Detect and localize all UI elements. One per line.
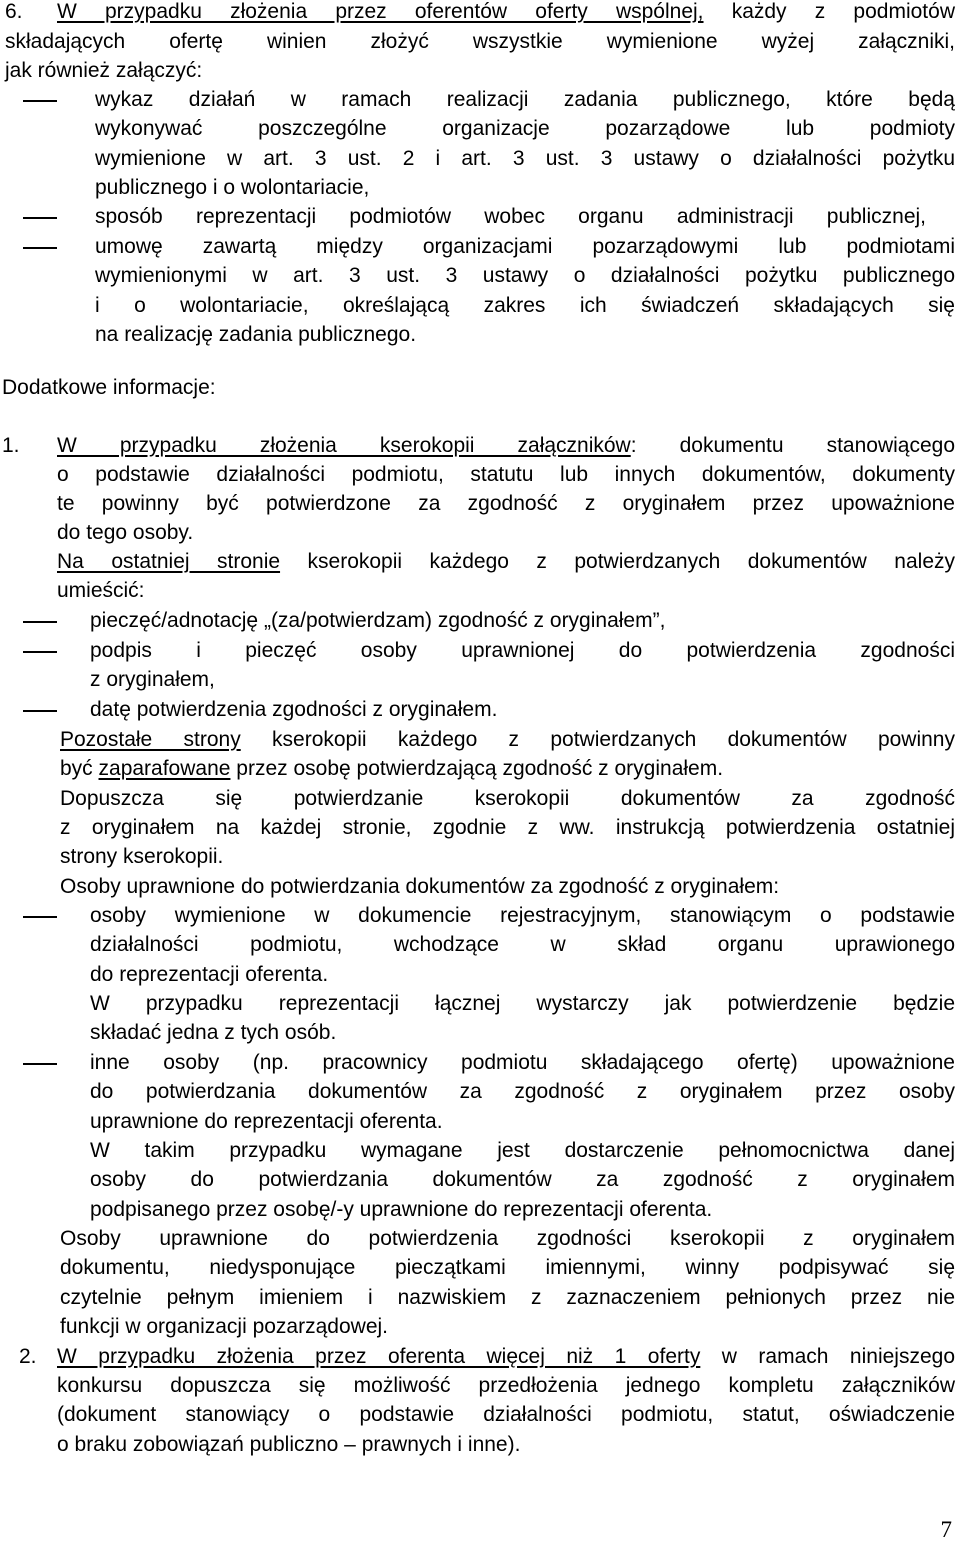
item-number: 2. — [19, 1345, 37, 1368]
list-item-line: W takim przypadku wymagane jest dostarczenie pełnomocnictwa danej — [90, 1139, 955, 1162]
list-item-line: na realizację zadania publicznego. — [95, 323, 417, 346]
list-item-line: podpis i pieczęć osoby uprawnionej do potwierdzenia zgodności — [90, 639, 955, 662]
paragraph-line: jak również załączyć: — [5, 59, 203, 82]
paragraph-line: Dopuszcza się potwierdzanie kserokopii dokumentów za zgodność — [60, 787, 955, 810]
list-item-line: wykonywać poszczególne organizacje pozarządowe lub podmioty — [95, 117, 955, 140]
list-item-line: sposób reprezentacji podmiotów wobec organu administracji publicznej, — [95, 205, 926, 228]
paragraph-line: (dokument stanowiący o podstawie działalności podmiotu, statut, oświadczenie — [57, 1403, 955, 1426]
paragraph-line: Pozostałe strony kserokopii każdego z potwierdzanych dokumentów powinny — [60, 728, 955, 751]
list-item-line: działalności podmiotu, wchodzące w skład organu uprawionego — [90, 933, 955, 956]
underlined-phrase: zaparafowane — [98, 757, 231, 780]
page-number: 7 — [940, 1517, 952, 1542]
bullet-dash — [23, 651, 57, 653]
list-item-line: osoby wymienione w dokumencie rejestracyjnym, stanowiącym o podstawie — [90, 904, 955, 927]
paragraph-line: strony kserokopii. — [60, 845, 224, 868]
list-item-line: pieczęć/adnotację „(za/potwierdzam) zgodność z oryginałem”, — [90, 609, 666, 632]
section-heading: Dodatkowe informacje: — [2, 376, 216, 399]
item-number: 1. — [2, 434, 20, 457]
list-item-line: umowę zawartą między organizacjami pozarządowymi lub podmiotami — [95, 235, 955, 258]
paragraph-line: z oryginałem na każdej stronie, zgodnie z ww. instrukcją potwierdzenia ostatniej — [60, 816, 955, 839]
underlined-phrase: W przypadku złożenia przez oferentów oferty wspólnej, — [57, 0, 704, 23]
underlined-phrase: W przypadku złożenia kserokopii załączników — [57, 434, 631, 457]
list-item-line: W przypadku reprezentacji łącznej wystarczy jak potwierdzenie będzie — [90, 992, 955, 1015]
bullet-dash — [23, 247, 57, 249]
paragraph-line: być zaparafowane przez osobę potwierdzającą zgodność z oryginałem. — [60, 757, 724, 780]
paragraph-line: konkursu dopuszcza się możliwość przedłożenia jednego kompletu załączników — [57, 1374, 955, 1397]
bullet-dash — [23, 217, 57, 219]
paragraph-line: W przypadku złożenia przez oferenta więcej niż 1 oferty w ramach niniejszego — [57, 1345, 955, 1368]
list-item-line: podpisanego przez osobę/-y uprawnione do reprezentacji oferenta. — [90, 1198, 713, 1221]
paragraph-line: czytelnie pełnym imieniem i nazwiskiem z zaznaczeniem pełnionych przez nie — [60, 1286, 955, 1309]
underlined-phrase: Pozostałe strony — [60, 728, 241, 751]
paragraph-line: Osoby uprawnione do potwierdzenia zgodności kserokopii z oryginałem — [60, 1227, 955, 1250]
bullet-dash — [23, 710, 57, 712]
paragraph-line: funkcji w organizacji pozarządowej. — [60, 1315, 388, 1338]
paragraph-line: składających ofertę winien złożyć wszystkie wymienione wyżej załączniki, — [5, 30, 955, 53]
bullet-dash — [23, 621, 57, 623]
paragraph-line: Na ostatniej stronie kserokopii każdego z potwierdzanych dokumentów należy — [57, 550, 955, 573]
list-item-line: inne osoby (np. pracownicy podmiotu składającego ofertę) upoważnione — [90, 1051, 955, 1074]
item-number: 6. — [5, 0, 23, 23]
paragraph-line: o podstawie działalności podmiotu, statutu lub innych dokumentów, dokumenty — [57, 463, 955, 486]
underlined-phrase: Na ostatniej stronie — [57, 550, 281, 573]
list-item-line: składać jedna z tych osób. — [90, 1021, 337, 1044]
list-item-line: wymienionymi w art. 3 ust. 3 ustawy o działalności pożytku publicznego — [95, 264, 955, 287]
list-item-line: publicznego i o wolontariacie, — [95, 176, 370, 199]
list-item-line: uprawnione do reprezentacji oferenta. — [90, 1110, 443, 1133]
list-item-line: z oryginałem, — [90, 668, 215, 691]
paragraph-line: W przypadku złożenia kserokopii załączników: dokumentu stanowiącego — [57, 434, 955, 457]
paragraph-line: te powinny być potwierdzone za zgodność z oryginałem przez upoważnione — [57, 492, 955, 515]
underlined-phrase: W przypadku złożenia przez oferenta więcej niż 1 oferty — [57, 1345, 701, 1368]
list-item-line: wymienione w art. 3 ust. 2 i art. 3 ust. 3 ustawy o działalności pożytku — [95, 147, 955, 170]
bullet-dash — [23, 100, 57, 102]
bullet-dash — [23, 916, 57, 918]
list-item-line: wykaz działań w ramach realizacji zadania publicznego, które będą — [95, 88, 955, 111]
list-item-line: osoby do potwierdzania dokumentów za zgodność z oryginałem — [90, 1168, 955, 1191]
list-item-line: datę potwierdzenia zgodności z oryginałem. — [90, 698, 498, 721]
paragraph-line: W przypadku złożenia przez oferentów oferty wspólnej, każdy z podmiotów — [57, 0, 955, 23]
list-item-line: do potwierdzania dokumentów za zgodność z oryginałem przez osoby — [90, 1080, 955, 1103]
paragraph-line: umieścić: — [57, 579, 145, 602]
paragraph-line: Osoby uprawnione do potwierdzania dokumentów za zgodność z oryginałem: — [60, 875, 780, 898]
list-item-line: do reprezentacji oferenta. — [90, 963, 329, 986]
bullet-dash — [23, 1063, 57, 1065]
paragraph-line: dokumentu, niedysponujące pieczątkami imiennymi, winny podpisywać się — [60, 1256, 955, 1279]
list-item-line: i o wolontariacie, określającą zakres ich świadczeń składających się — [95, 294, 955, 317]
paragraph-line: do tego osoby. — [57, 521, 194, 544]
paragraph-line: o braku zobowiązań publiczno – prawnych i inne). — [57, 1433, 521, 1456]
